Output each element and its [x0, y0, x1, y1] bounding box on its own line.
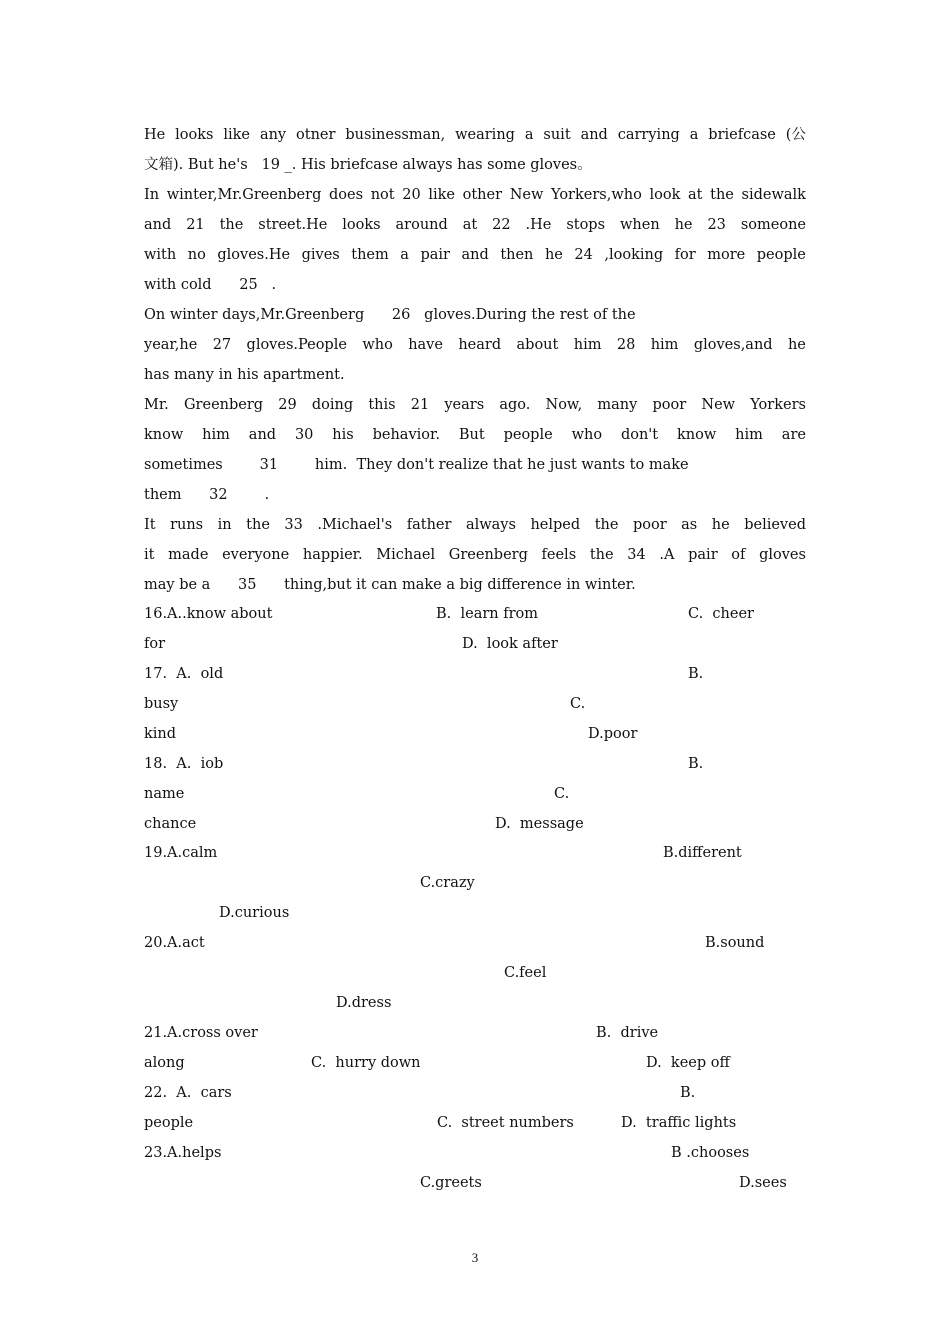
q23-option-c: C.greets	[420, 1175, 482, 1191]
q18-option-a: 18. A. iob	[144, 756, 224, 772]
q17-option-b: B.	[688, 666, 704, 682]
passage-line: them 32 .	[144, 487, 270, 503]
page-number: 3	[471, 1250, 479, 1265]
q20-option-c: C.feel	[504, 965, 547, 981]
passage-line: sometimes 31 him. They don't realize that he just wants to make	[144, 457, 689, 473]
q18-option-d: D. message	[495, 816, 584, 832]
passage-line: Mr. Greenberg 29 doing this 21 years ago. Now, many poor New Yorkers	[144, 397, 806, 413]
q21-option-c: C. hurry down	[311, 1055, 421, 1071]
q19-option-c: C.crazy	[420, 875, 475, 891]
q16-option-d: D. look after	[462, 636, 558, 652]
passage-line: may be a 35 thing,but it can make a big difference in winter.	[144, 577, 636, 593]
q22-option-c: C. street numbers	[437, 1115, 574, 1131]
q16-option-a: 16.A..know about	[144, 606, 273, 622]
passage-line: it made everyone happier. Michael Greenberg feels the 34 .A pair of gloves	[144, 547, 806, 563]
q18-option-c: C.	[554, 786, 570, 802]
q21-option-b: B. drive	[596, 1025, 659, 1041]
q23-option-b: B .chooses	[671, 1145, 750, 1161]
q19-option-a: 19.A.calm	[144, 845, 218, 861]
q22-option-a: 22. A. cars	[144, 1085, 232, 1101]
q23-option-d: D.sees	[739, 1175, 787, 1191]
q22-option-b-continued: people	[144, 1115, 194, 1131]
q21-option-a: 21.A.cross over	[144, 1025, 258, 1041]
q21-option-b-continued: along	[144, 1055, 185, 1071]
q17-option-d: D.poor	[588, 726, 638, 742]
q17-option-a: 17. A. old	[144, 666, 224, 682]
q17-option-c: C.	[570, 696, 586, 712]
passage-line: has many in his apartment.	[144, 367, 345, 383]
passage-line: In winter,Mr.Greenberg does not 20 like other New Yorkers,who look at the sidewalk	[144, 187, 806, 203]
q16-option-c: C. cheer	[688, 606, 754, 622]
q18-option-b: B.	[688, 756, 704, 772]
q16-option-b: B. learn from	[436, 606, 539, 622]
q23-option-a: 23.A.helps	[144, 1145, 222, 1161]
q17-option-c-continued: kind	[144, 726, 177, 742]
passage-line: with cold 25 .	[144, 277, 277, 293]
q16-option-c-continued: for	[144, 636, 166, 652]
q18-option-b-continued: name	[144, 786, 185, 802]
passage-line: with no gloves.He gives them a pair and then he 24 ,looking for more people	[144, 247, 806, 263]
q20-option-a: 20.A.act	[144, 935, 205, 951]
q19-option-d: D.curious	[219, 905, 290, 921]
passage-line: It runs in the 33 .Michael's father always helped the poor as he believed	[144, 517, 806, 533]
q20-option-b: B.sound	[705, 935, 765, 951]
passage-line: know him and 30 his behavior. But people who don't know him are	[144, 427, 806, 443]
q22-option-d: D. traffic lights	[621, 1115, 737, 1131]
passage-line: He looks like any otner businessman, wearing a suit and carrying a briefcase (公	[144, 127, 806, 143]
passage-line: year,he 27 gloves.People who have heard about him 28 him gloves,and he	[144, 337, 806, 353]
q20-option-d: D.dress	[336, 995, 392, 1011]
passage-line: 文箱). But he's 19 _. His briefcase always has some gloves。	[144, 157, 592, 173]
q18-option-c-continued: chance	[144, 816, 197, 832]
passage-line: On winter days,Mr.Greenberg 26 gloves.During the rest of the	[144, 307, 636, 323]
q21-option-d: D. keep off	[646, 1055, 730, 1071]
q22-option-b: B.	[680, 1085, 696, 1101]
q19-option-b: B.different	[663, 845, 742, 861]
passage-line: and 21 the street.He looks around at 22 .He stops when he 23 someone	[144, 217, 806, 233]
q17-option-b-continued: busy	[144, 696, 179, 712]
